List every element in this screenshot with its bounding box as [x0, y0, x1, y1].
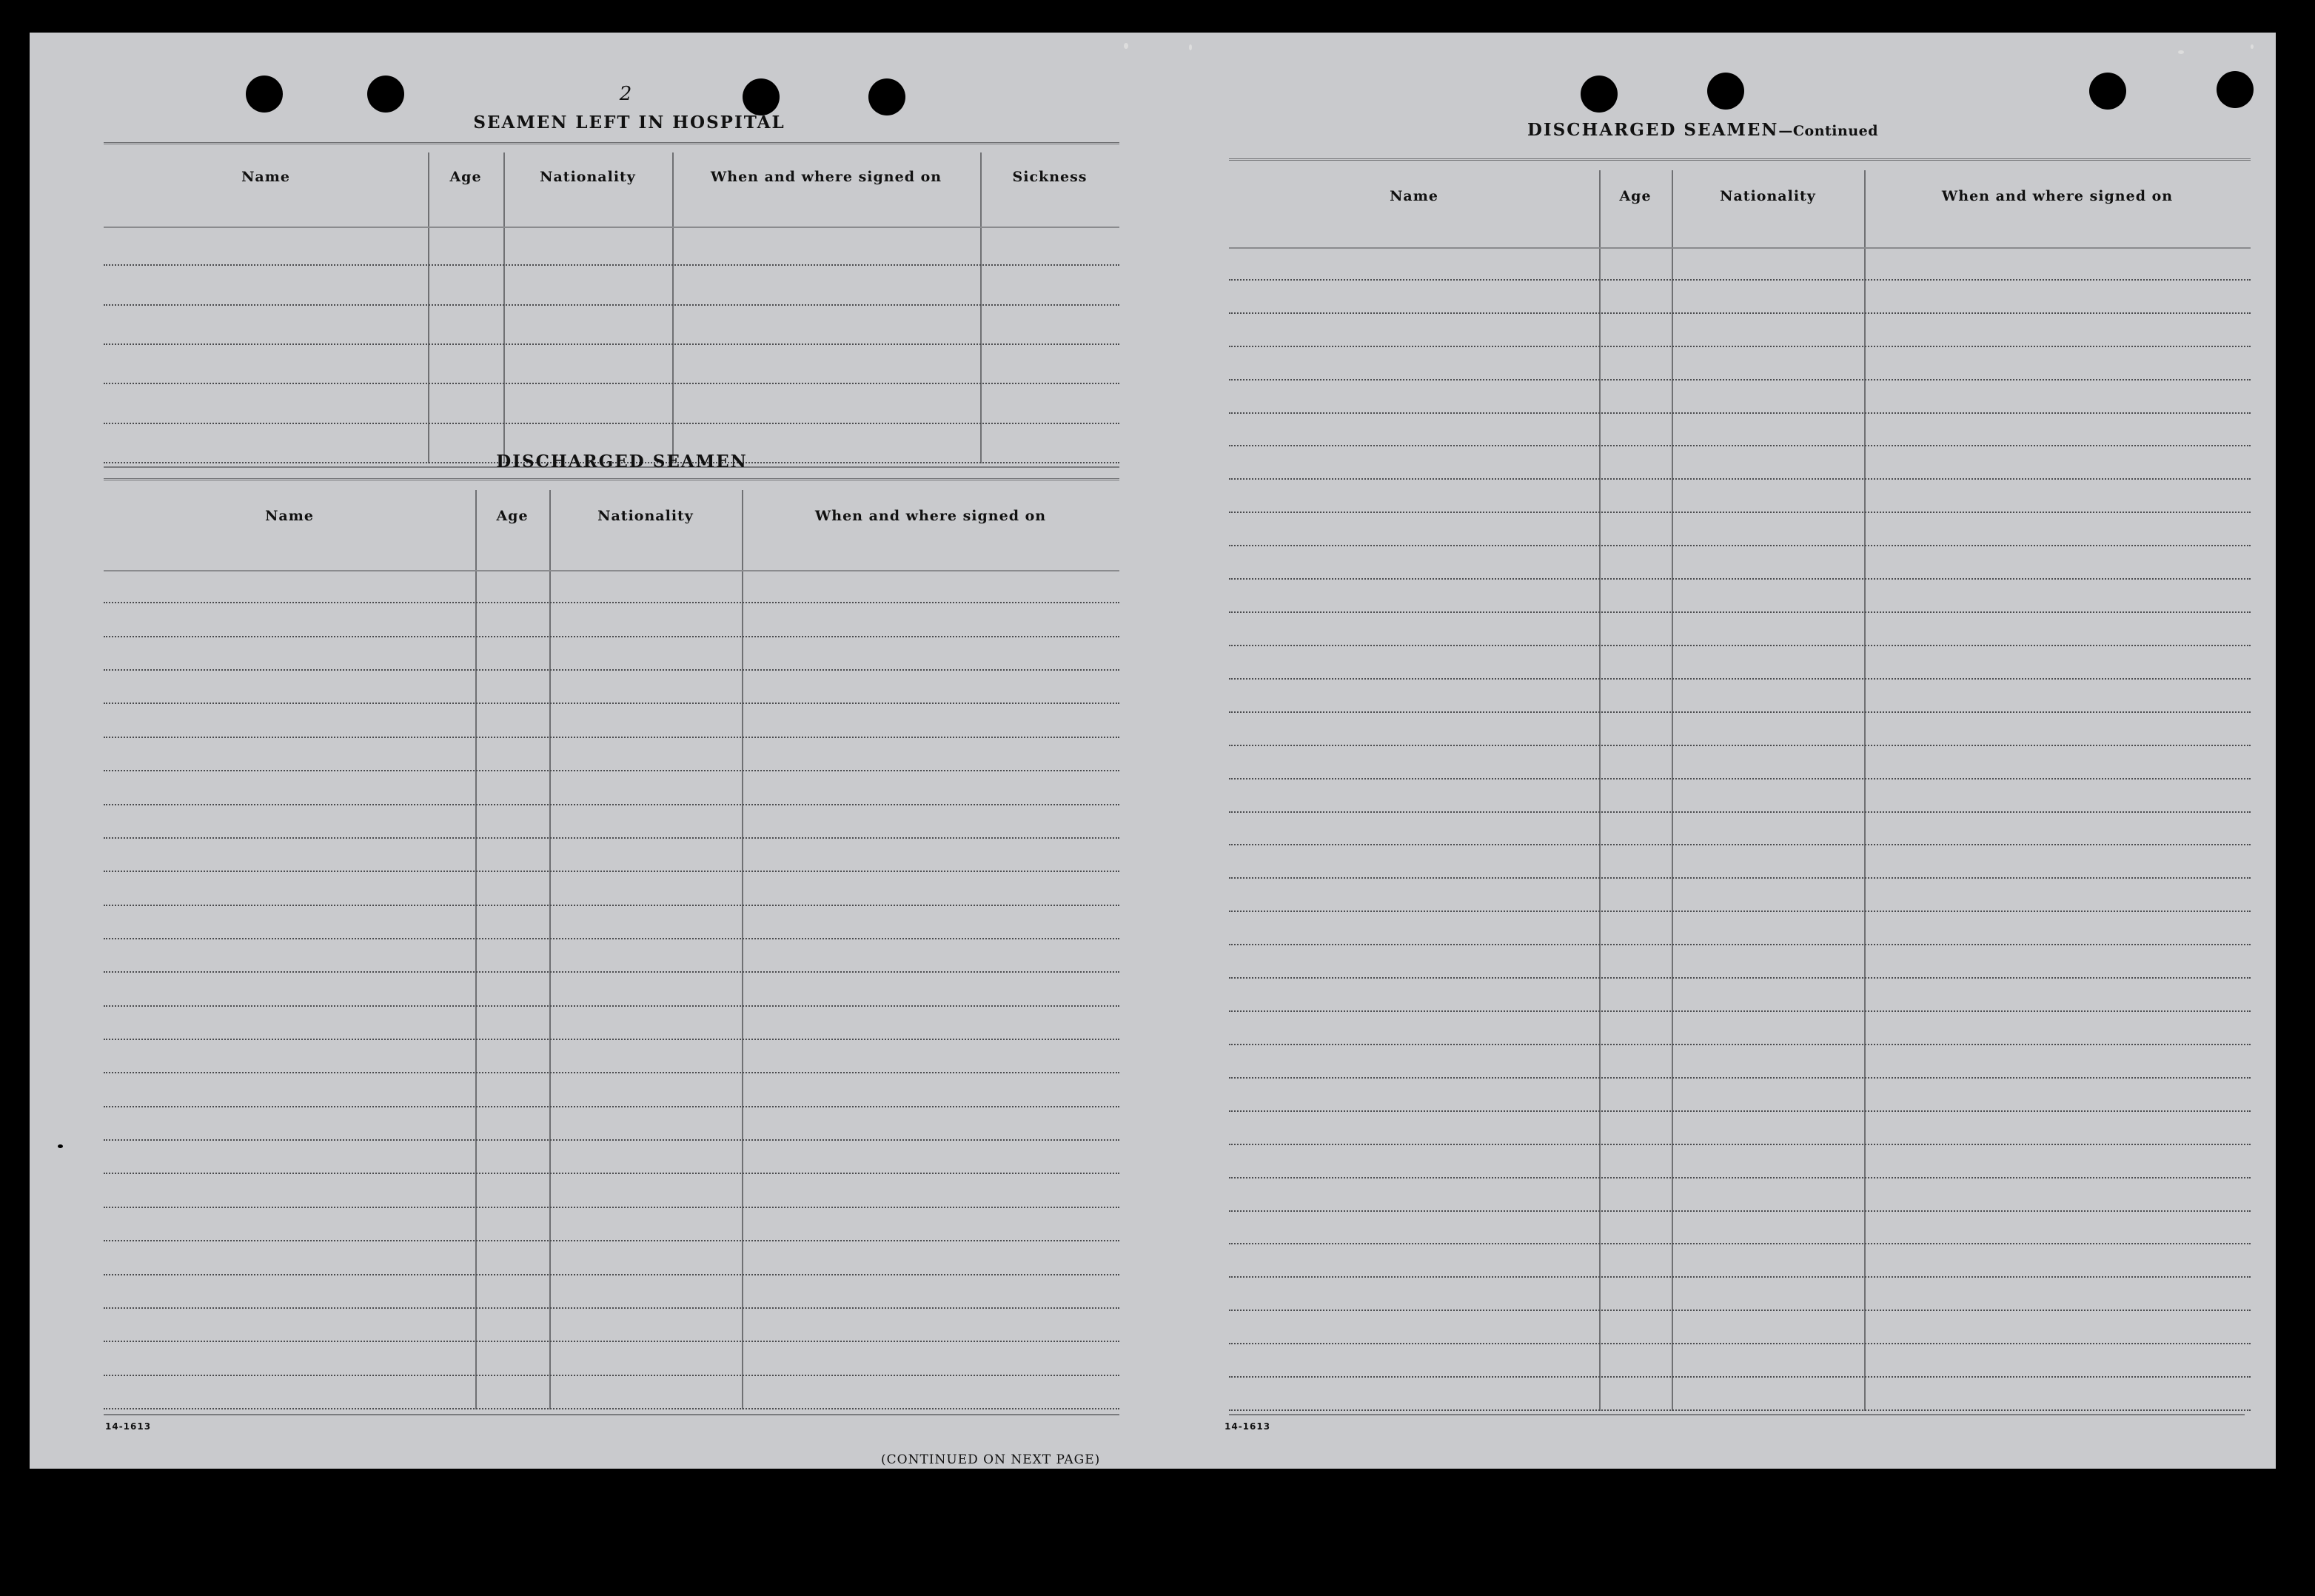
table-row[interactable] — [104, 383, 1119, 384]
table-row[interactable] — [1229, 1210, 2251, 1212]
table-row[interactable] — [104, 1106, 1119, 1107]
scan-speck — [2251, 44, 2254, 49]
table-row[interactable] — [1229, 346, 2251, 347]
discharged-continued-title-suffix: —Continued — [1778, 123, 1879, 139]
header-rule — [104, 570, 1119, 571]
column-header-when-and-where-signed-on: When and where signed on — [1941, 188, 2174, 204]
table-row[interactable] — [104, 1005, 1119, 1007]
table-row[interactable] — [1229, 711, 2251, 713]
column-header-name: Name — [265, 508, 314, 524]
right-bottom-rule — [1229, 1414, 2245, 1415]
table-row[interactable] — [1229, 445, 2251, 446]
column-header-nationality: Nationality — [540, 169, 636, 185]
punch-hole — [246, 76, 283, 113]
table-row[interactable] — [104, 264, 1119, 266]
table-row[interactable] — [104, 636, 1119, 637]
column-header-when-and-where-signed-on: When and where signed on — [710, 169, 942, 185]
table-row[interactable] — [104, 423, 1119, 424]
left-bottom-rule — [104, 1414, 1119, 1415]
table-row[interactable] — [104, 1240, 1119, 1241]
column-header-nationality: Nationality — [1720, 188, 1816, 204]
column-header-age: Age — [496, 508, 529, 524]
column-header-name: Name — [1390, 188, 1438, 204]
table-row[interactable] — [1229, 911, 2251, 912]
table-row[interactable] — [1229, 1409, 2251, 1411]
punch-hole — [868, 78, 905, 115]
table-row[interactable] — [104, 737, 1119, 738]
column-divider — [503, 152, 505, 463]
page-number: 2 — [619, 83, 632, 105]
discharged-continued-title-main: DISCHARGED SEAMEN — [1527, 120, 1779, 140]
table-row[interactable] — [1229, 478, 2251, 480]
continued-top-rule — [1229, 158, 2251, 164]
table-row[interactable] — [1229, 944, 2251, 945]
column-divider — [475, 490, 477, 1409]
hospital-top-rule — [104, 142, 1119, 147]
table-row[interactable] — [104, 971, 1119, 973]
discharged-section-title: DISCHARGED SEAMEN — [496, 452, 748, 472]
table-row[interactable] — [1229, 1343, 2251, 1344]
table-row[interactable] — [104, 343, 1119, 345]
punch-hole — [2089, 73, 2126, 110]
table-row[interactable] — [1229, 1044, 2251, 1045]
table-row[interactable] — [104, 1307, 1119, 1309]
column-divider — [428, 152, 429, 463]
punch-hole — [1581, 76, 1618, 113]
table-row[interactable] — [104, 304, 1119, 306]
column-header-age: Age — [449, 169, 482, 185]
table-row[interactable] — [1229, 1310, 2251, 1311]
table-row[interactable] — [1229, 312, 2251, 314]
table-row[interactable] — [1229, 877, 2251, 879]
column-divider — [1599, 170, 1601, 1411]
table-row[interactable] — [104, 1341, 1119, 1342]
column-divider — [1672, 170, 1673, 1411]
table-row[interactable] — [1229, 778, 2251, 779]
table-row[interactable] — [104, 770, 1119, 771]
table-row[interactable] — [1229, 678, 2251, 680]
table-row[interactable] — [1229, 844, 2251, 845]
continued-note: (CONTINUED ON NEXT PAGE) — [881, 1452, 1101, 1467]
table-row[interactable] — [104, 669, 1119, 671]
table-row[interactable] — [104, 1375, 1119, 1376]
table-row[interactable] — [104, 905, 1119, 906]
table-row[interactable] — [104, 1039, 1119, 1040]
hospital-table — [104, 152, 1119, 463]
column-header-sickness: Sickness — [1012, 169, 1088, 185]
discharged-continued-title — [1525, 120, 1880, 140]
column-header-nationality: Nationality — [597, 508, 694, 524]
table-row[interactable] — [104, 1072, 1119, 1073]
table-row[interactable] — [104, 938, 1119, 939]
column-header-age: Age — [1619, 188, 1652, 204]
scan-speck — [58, 1144, 63, 1148]
punch-hole — [1707, 73, 1744, 110]
discharged-table — [104, 490, 1119, 1409]
table-row[interactable] — [1229, 1077, 2251, 1079]
header-rule — [104, 227, 1119, 228]
table-row[interactable] — [104, 602, 1119, 603]
table-row[interactable] — [104, 1173, 1119, 1174]
column-divider — [742, 490, 743, 1409]
column-header-when-and-where-signed-on: When and where signed on — [814, 508, 1047, 524]
column-divider — [980, 152, 982, 463]
form-code-right: 14-1613 — [1224, 1421, 1271, 1432]
table-row[interactable] — [1229, 279, 2251, 281]
table-row[interactable] — [104, 1274, 1119, 1275]
table-row[interactable] — [104, 1207, 1119, 1208]
table-row[interactable] — [1229, 512, 2251, 513]
scan-speck — [2178, 50, 2184, 54]
table-row[interactable] — [1229, 1276, 2251, 1278]
table-row[interactable] — [1229, 1010, 2251, 1012]
table-row[interactable] — [1229, 412, 2251, 414]
table-row[interactable] — [104, 871, 1119, 872]
table-row[interactable] — [1229, 545, 2251, 546]
discharged-continued-table — [1229, 170, 2251, 1411]
form-code: 14-1613 — [105, 1421, 152, 1432]
punch-hole — [743, 78, 780, 115]
table-row[interactable] — [1229, 578, 2251, 580]
column-divider — [1864, 170, 1866, 1411]
hospital-section-title: SEAMEN LEFT IN HOSPITAL — [473, 113, 785, 133]
table-row[interactable] — [104, 1139, 1119, 1141]
table-row[interactable] — [1229, 1243, 2251, 1244]
scan-speck — [1189, 44, 1192, 50]
table-row[interactable] — [104, 1408, 1119, 1409]
header-rule — [1229, 247, 2251, 249]
scanned-form-sheet — [30, 33, 2276, 1469]
table-row[interactable] — [104, 837, 1119, 839]
table-row[interactable] — [104, 804, 1119, 805]
table-row[interactable] — [1229, 1110, 2251, 1112]
column-header-name: Name — [241, 169, 290, 185]
table-row[interactable] — [1229, 745, 2251, 746]
column-divider — [672, 152, 674, 463]
scan-speck — [1124, 43, 1128, 49]
table-row[interactable] — [1229, 379, 2251, 380]
punch-hole — [2217, 71, 2254, 108]
table-row[interactable] — [1229, 1144, 2251, 1145]
table-row[interactable] — [104, 703, 1119, 704]
discharged-top-rule — [104, 478, 1119, 483]
table-row[interactable] — [1229, 1376, 2251, 1378]
table-row[interactable] — [1229, 811, 2251, 813]
column-divider — [549, 490, 551, 1409]
punch-hole — [367, 76, 404, 113]
table-row[interactable] — [1229, 1177, 2251, 1178]
table-row[interactable] — [1229, 977, 2251, 979]
table-row[interactable] — [1229, 611, 2251, 613]
table-row[interactable] — [1229, 645, 2251, 646]
